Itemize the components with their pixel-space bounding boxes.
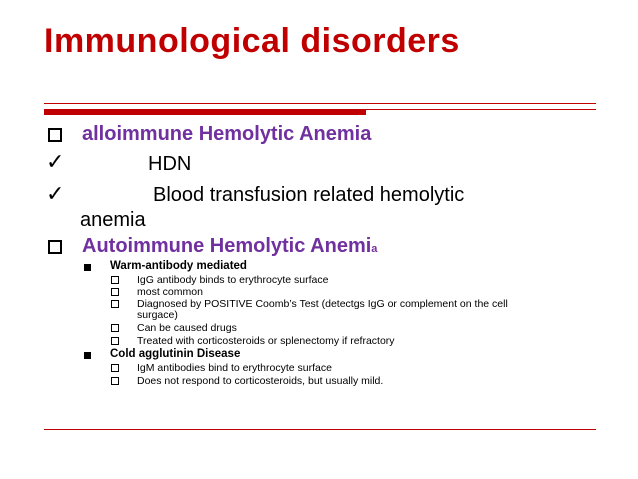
square-bullet-icon bbox=[48, 240, 62, 254]
cold-point: IgM antibodies bind to erythrocyte surface bbox=[137, 362, 332, 374]
bullet-transfusion-line1: Blood transfusion related hemolytic bbox=[153, 184, 465, 206]
square-bullet-icon bbox=[111, 377, 119, 385]
square-bullet-icon bbox=[111, 276, 119, 284]
checkmark-icon: ✓ bbox=[46, 182, 65, 207]
title-rule-thick bbox=[44, 109, 366, 115]
warm-point: Treated with corticosteroids or splenectomy if refractory bbox=[137, 335, 395, 347]
bullet-alloimmune: alloimmune Hemolytic Anemia bbox=[82, 123, 372, 145]
square-bullet-icon bbox=[48, 128, 62, 142]
square-bullet-icon bbox=[111, 300, 119, 308]
checkmark-icon: ✓ bbox=[46, 150, 65, 175]
bullet-hdn: HDN bbox=[148, 153, 192, 175]
warm-point: Diagnosed by POSITIVE Coomb’s Test (detectgs IgG or complement on the cell bbox=[137, 298, 508, 310]
footer-rule bbox=[44, 429, 596, 430]
warm-antibody-heading: Warm-antibody mediated bbox=[110, 260, 247, 272]
slide-title: Immunological disorders bbox=[44, 22, 460, 60]
bullet-transfusion-line2: anemia bbox=[80, 209, 146, 231]
warm-point-continued: surgace) bbox=[137, 309, 178, 321]
square-bullet-icon bbox=[111, 288, 119, 296]
filled-square-bullet-icon bbox=[84, 352, 91, 359]
title-rule-thin bbox=[44, 103, 596, 104]
cold-agglutinin-heading: Cold agglutinin Disease bbox=[110, 348, 241, 360]
square-bullet-icon bbox=[111, 364, 119, 372]
warm-point: most common bbox=[137, 286, 203, 298]
cold-point: Does not respond to corticosteroids, but usually mild. bbox=[137, 375, 384, 387]
filled-square-bullet-icon bbox=[84, 264, 91, 271]
square-bullet-icon bbox=[111, 337, 119, 345]
bullet-autoimmune: Autoimmune Hemolytic Anemia bbox=[82, 235, 378, 257]
title-rule-thin-right bbox=[366, 109, 596, 110]
warm-point: Can be caused drugs bbox=[137, 322, 237, 334]
warm-point: IgG antibody binds to erythrocyte surface bbox=[137, 274, 329, 286]
square-bullet-icon bbox=[111, 324, 119, 332]
